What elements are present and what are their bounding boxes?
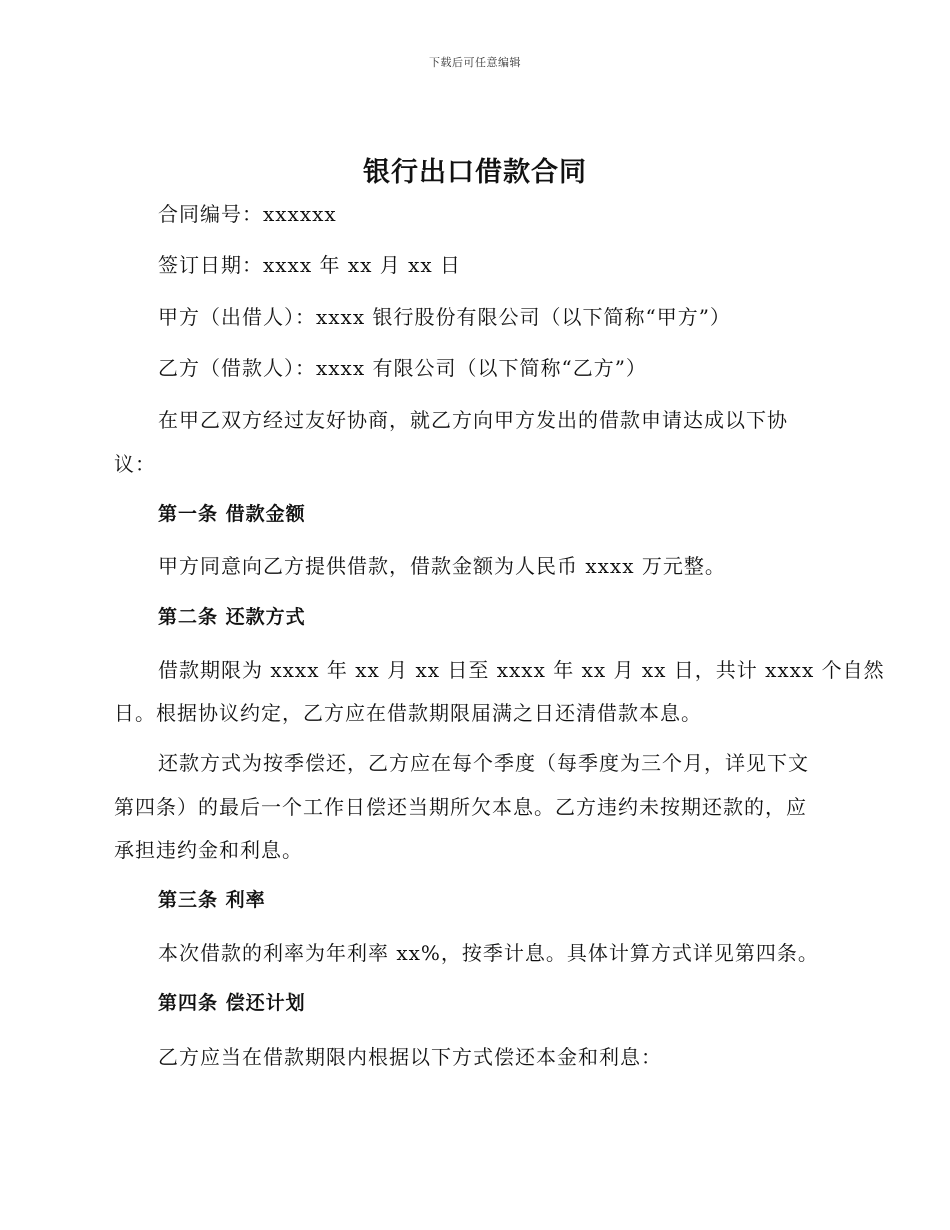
article-2-p1-line-1: 借款期限为 xxxx 年 xx 月 xx 日至 xxxx 年 xx 月 xx 日，共计 xxxx 个自然 [158, 658, 885, 682]
party-a: 甲方（出借人）：xxxx 银行股份有限公司（以下简称“甲方”） [158, 305, 731, 329]
party-b: 乙方（借款人）：xxxx 有限公司（以下简称“乙方”） [158, 356, 647, 380]
sign-date: 签订日期：xxxx 年 xx 月 xx 日 [158, 253, 462, 277]
article-2-p1-line-2: 日。根据协议约定，乙方应在借款期限届满之日还清借款本息。 [114, 701, 702, 725]
article-2-heading: 第二条 还款方式 [158, 606, 306, 628]
article-2-p2-line-2: 第四条）的最后一个工作日偿还当期所欠本息。乙方违约未按期还款的，应 [114, 795, 807, 819]
article-4-text: 乙方应当在借款期限内根据以下方式偿还本金和利息： [158, 1045, 662, 1069]
article-3-text: 本次借款的利率为年利率 xx%，按季计息。具体计算方式详见第四条。 [158, 941, 819, 965]
article-2-p2-line-3: 承担违约金和利息。 [114, 838, 303, 862]
contract-number: 合同编号：xxxxxx [158, 202, 337, 226]
intro-line-1: 在甲乙双方经过友好协商，就乙方向甲方发出的借款申请达成以下协 [158, 408, 788, 432]
article-1-text: 甲方同意向乙方提供借款，借款金额为人民币 xxxx 万元整。 [158, 554, 726, 578]
header-note: 下载后可任意编辑 [429, 56, 521, 69]
article-4-heading: 第四条 偿还计划 [158, 992, 306, 1014]
article-1-heading: 第一条 借款金额 [158, 503, 306, 525]
page-title: 银行出口借款合同 [363, 157, 587, 188]
intro-line-2: 议： [114, 452, 156, 476]
article-3-heading: 第三条 利率 [158, 889, 266, 911]
article-2-p2-line-1: 还款方式为按季偿还，乙方应在每个季度（每季度为三个月，详见下文 [158, 751, 809, 775]
